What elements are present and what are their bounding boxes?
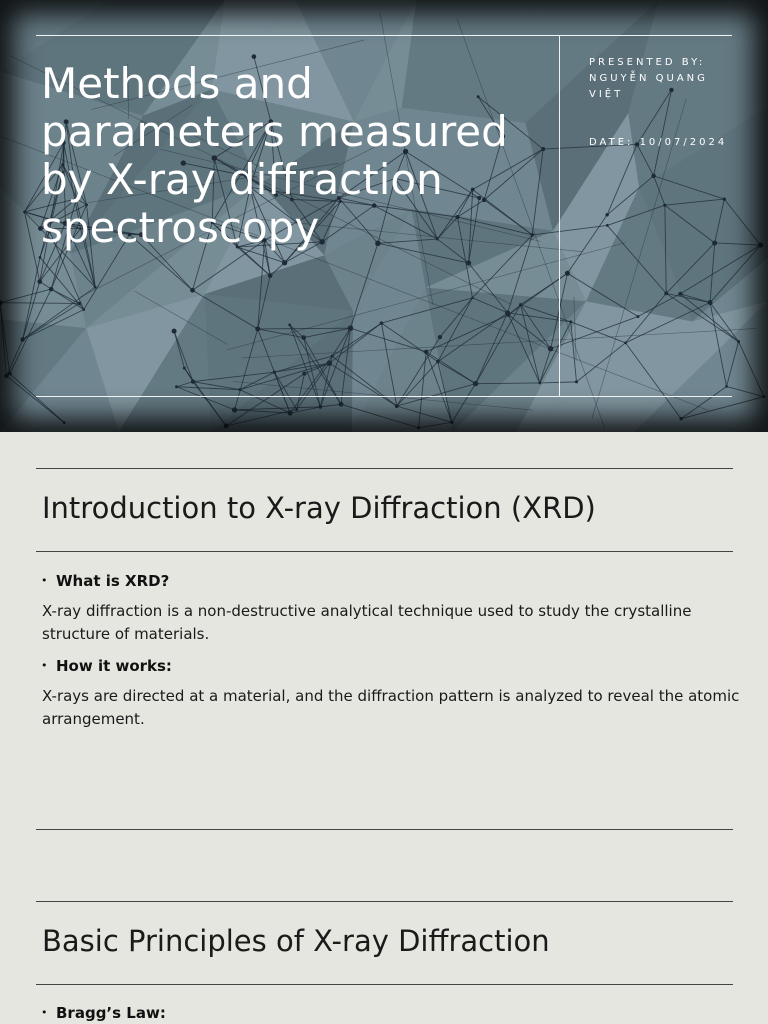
intro-heading: Introduction to X-ray Diffraction (XRD) [42, 491, 596, 525]
presented-by-label: PRESENTED BY: [589, 57, 706, 68]
list-item [41, 1003, 166, 1023]
network-node [541, 147, 545, 151]
network-node [327, 360, 333, 366]
presentation-date: DATE: 10/07/2024 [589, 137, 728, 148]
network-node [288, 323, 291, 326]
heading-top-rule [36, 468, 733, 469]
network-node [191, 379, 195, 383]
network-node [49, 287, 54, 292]
network-node [436, 360, 439, 363]
network-node [37, 279, 42, 284]
network-node [723, 197, 726, 200]
network-node [301, 335, 306, 340]
network-node [637, 315, 640, 318]
network-node [319, 405, 323, 409]
network-node [238, 388, 241, 391]
list-item [41, 571, 169, 591]
network-node [331, 355, 334, 358]
network-node [565, 271, 570, 276]
network-node [606, 224, 609, 227]
network-node [664, 292, 668, 296]
bullet-label: What is XRD? [56, 572, 170, 590]
network-node [339, 402, 344, 407]
network-node [302, 372, 306, 376]
network-node [737, 340, 740, 343]
network-node [20, 337, 24, 341]
network-node [548, 346, 553, 351]
network-node [473, 381, 478, 386]
network-node [172, 329, 177, 334]
principles-slide [0, 880, 768, 1024]
network-node [183, 367, 186, 370]
bullet-label: How it works: [56, 657, 172, 675]
bullet-marker: • [41, 1006, 48, 1019]
slide-bottom-rule [36, 829, 733, 830]
presenter-block [589, 55, 739, 103]
network-node [63, 421, 66, 424]
network-node [605, 213, 608, 216]
network-node [758, 242, 763, 247]
intro-slide [0, 432, 768, 902]
network-node [651, 174, 655, 178]
network-node [175, 385, 178, 388]
network-node [466, 260, 471, 265]
network-node [288, 411, 293, 416]
network-node [23, 211, 26, 214]
network-node [575, 380, 578, 383]
heading-bottom-rule [36, 984, 733, 985]
network-node [438, 335, 442, 339]
network-node [39, 256, 42, 259]
top-rule [36, 35, 732, 36]
network-node [538, 382, 541, 385]
network-node [763, 395, 766, 398]
network-node [708, 300, 713, 305]
network-node [380, 321, 384, 325]
network-node [224, 424, 229, 429]
network-node [8, 372, 12, 376]
network-node [348, 325, 354, 331]
principles-heading: Basic Principles of X-ray Diffraction [42, 924, 550, 958]
network-node [295, 408, 298, 411]
list-item [41, 656, 172, 676]
network-node [624, 341, 627, 344]
network-node [82, 308, 85, 311]
network-node [569, 320, 572, 323]
network-node [679, 417, 682, 420]
heading-top-rule [36, 901, 733, 902]
heading-bottom-rule [36, 551, 733, 552]
network-node [678, 292, 682, 296]
network-node [505, 310, 510, 315]
network-node [94, 286, 97, 289]
network-node [255, 326, 260, 331]
network-node [450, 421, 453, 424]
network-node [663, 204, 666, 207]
bullet-text: X-rays are directed at a material, and the diffraction pattern is analyzed to reveal the atomic arrangement. [42, 687, 740, 728]
network-node [4, 374, 8, 378]
presentation-title: Methods and parameters measured by X-ray diffraction spectroscopy [41, 59, 508, 252]
network-node [424, 350, 429, 355]
network-node [190, 288, 195, 293]
bullet-marker: • [41, 659, 48, 672]
bullet-marker: • [41, 574, 48, 587]
network-node [232, 407, 237, 412]
presenter-name: NGUYỄN QUANG VIỆT [589, 73, 708, 100]
network-node [471, 297, 473, 299]
network-node [712, 240, 717, 245]
bottom-rule [36, 396, 732, 397]
vertical-divider [559, 35, 560, 397]
network-node [519, 303, 522, 306]
network-node [417, 426, 420, 429]
network-node [725, 385, 728, 388]
network-node [282, 260, 287, 265]
network-node [268, 273, 273, 278]
network-node [77, 302, 81, 306]
bullet-text: X-ray diffraction is a non-destructive analytical technique used to study the crystalline structure of materials. [42, 602, 692, 643]
bullet-label: Bragg’s Law: [56, 1004, 166, 1022]
title-slide [0, 0, 768, 432]
network-node [273, 371, 276, 374]
network-node [395, 404, 399, 408]
